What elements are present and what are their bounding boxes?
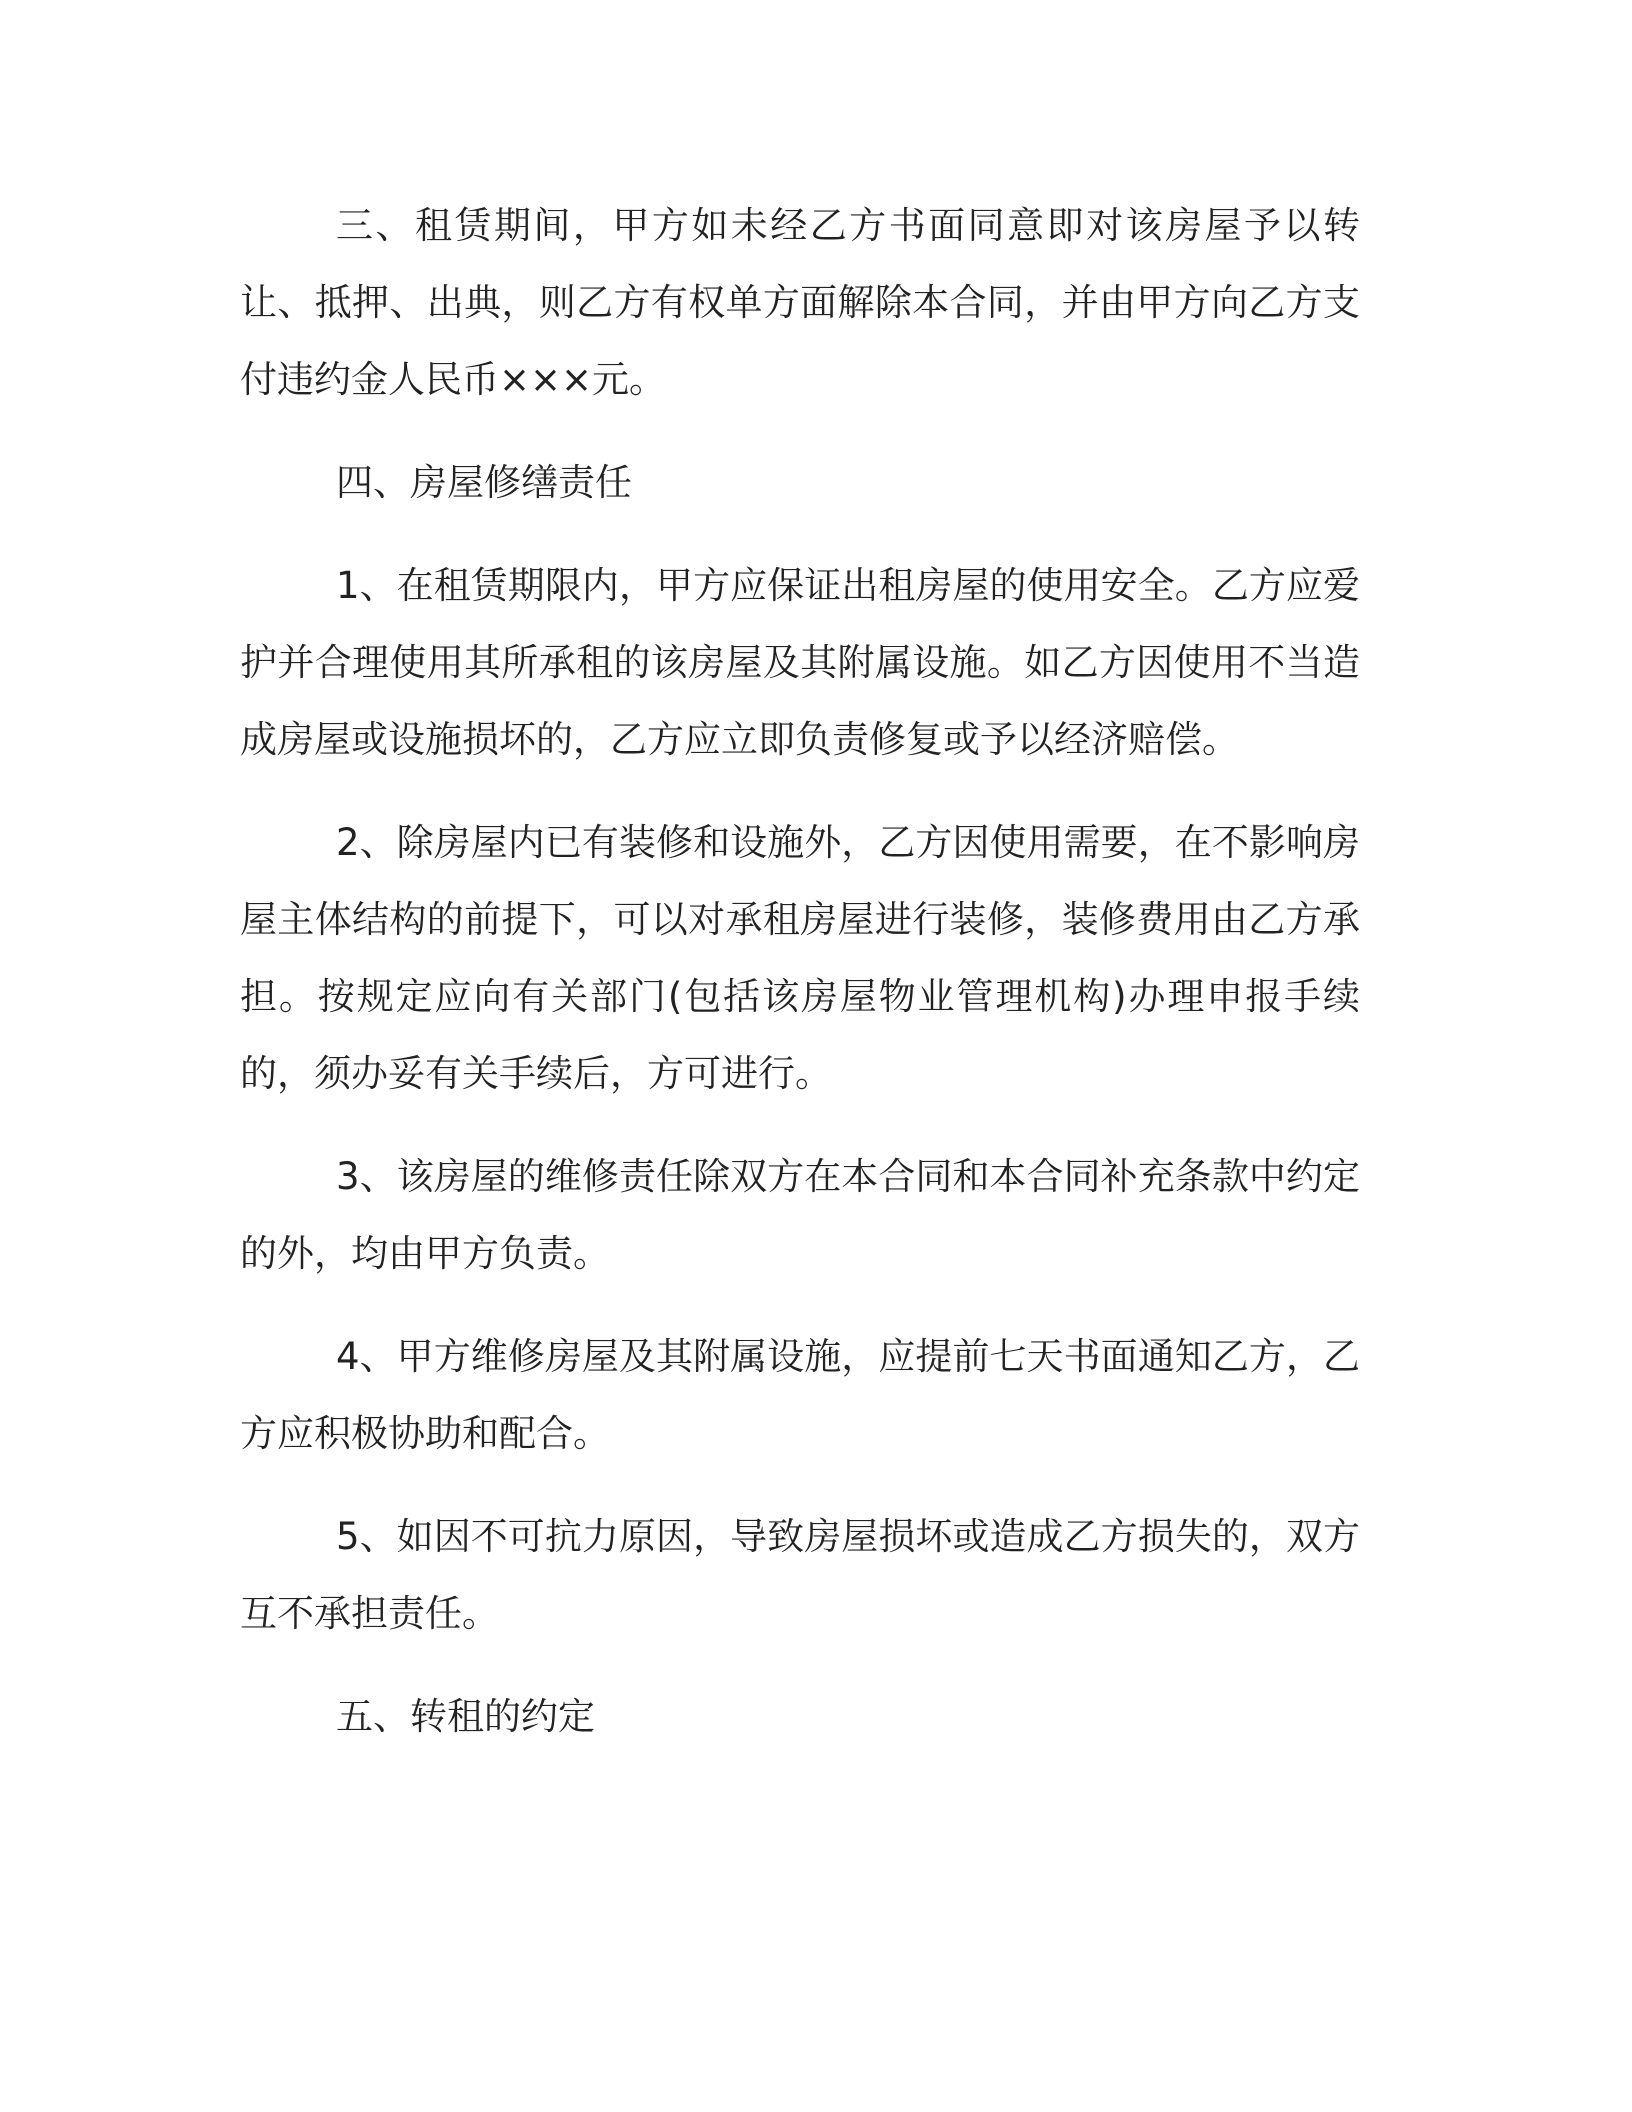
paragraph-repair-4: 4、甲方维修房屋及其附属设施，应提前七天书面通知乙方，乙方应积极协助和配合。 bbox=[240, 1335, 1360, 1455]
paragraph-repair-3: 3、该房屋的维修责任除双方在本合同和本合同补充条款中约定的外，均由甲方负责。 bbox=[240, 1155, 1360, 1275]
paragraph-clause-3: 三、租赁期间，甲方如未经乙方书面同意即对该房屋予以转让、抵押、出典，则乙方有权单方面解除本合同，并由甲方向乙方支付违约金人民币×××元。 bbox=[240, 204, 1360, 401]
paragraph-repair-5: 5、如因不可抗力原因，导致房屋损坏或造成乙方损失的，双方互不承担责任。 bbox=[240, 1515, 1360, 1635]
paragraph-repair-2: 2、除房屋内已有装修和设施外，乙方因使用需要，在不影响房屋主体结构的前提下，可以对承租房屋进行装修，装修费用由乙方承担。按规定应向有关部门(包括该房屋物业管理机构)办理申报手续的，须办妥有关手续后，方可进行。 bbox=[240, 821, 1360, 1095]
heading-repair-responsibility: 四、房屋修缮责任 bbox=[336, 461, 632, 504]
document-body bbox=[240, 187, 1360, 1781]
heading-sublease-agreement: 五、转租的约定 bbox=[336, 1695, 595, 1738]
paragraph-repair-1: 1、在租赁期限内，甲方应保证出租房屋的使用安全。乙方应爱护并合理使用其所承租的该房屋及其附属设施。如乙方因使用不当造成房屋或设施损坏的，乙方应立即负责修复或予以经济赔偿。 bbox=[240, 564, 1360, 761]
